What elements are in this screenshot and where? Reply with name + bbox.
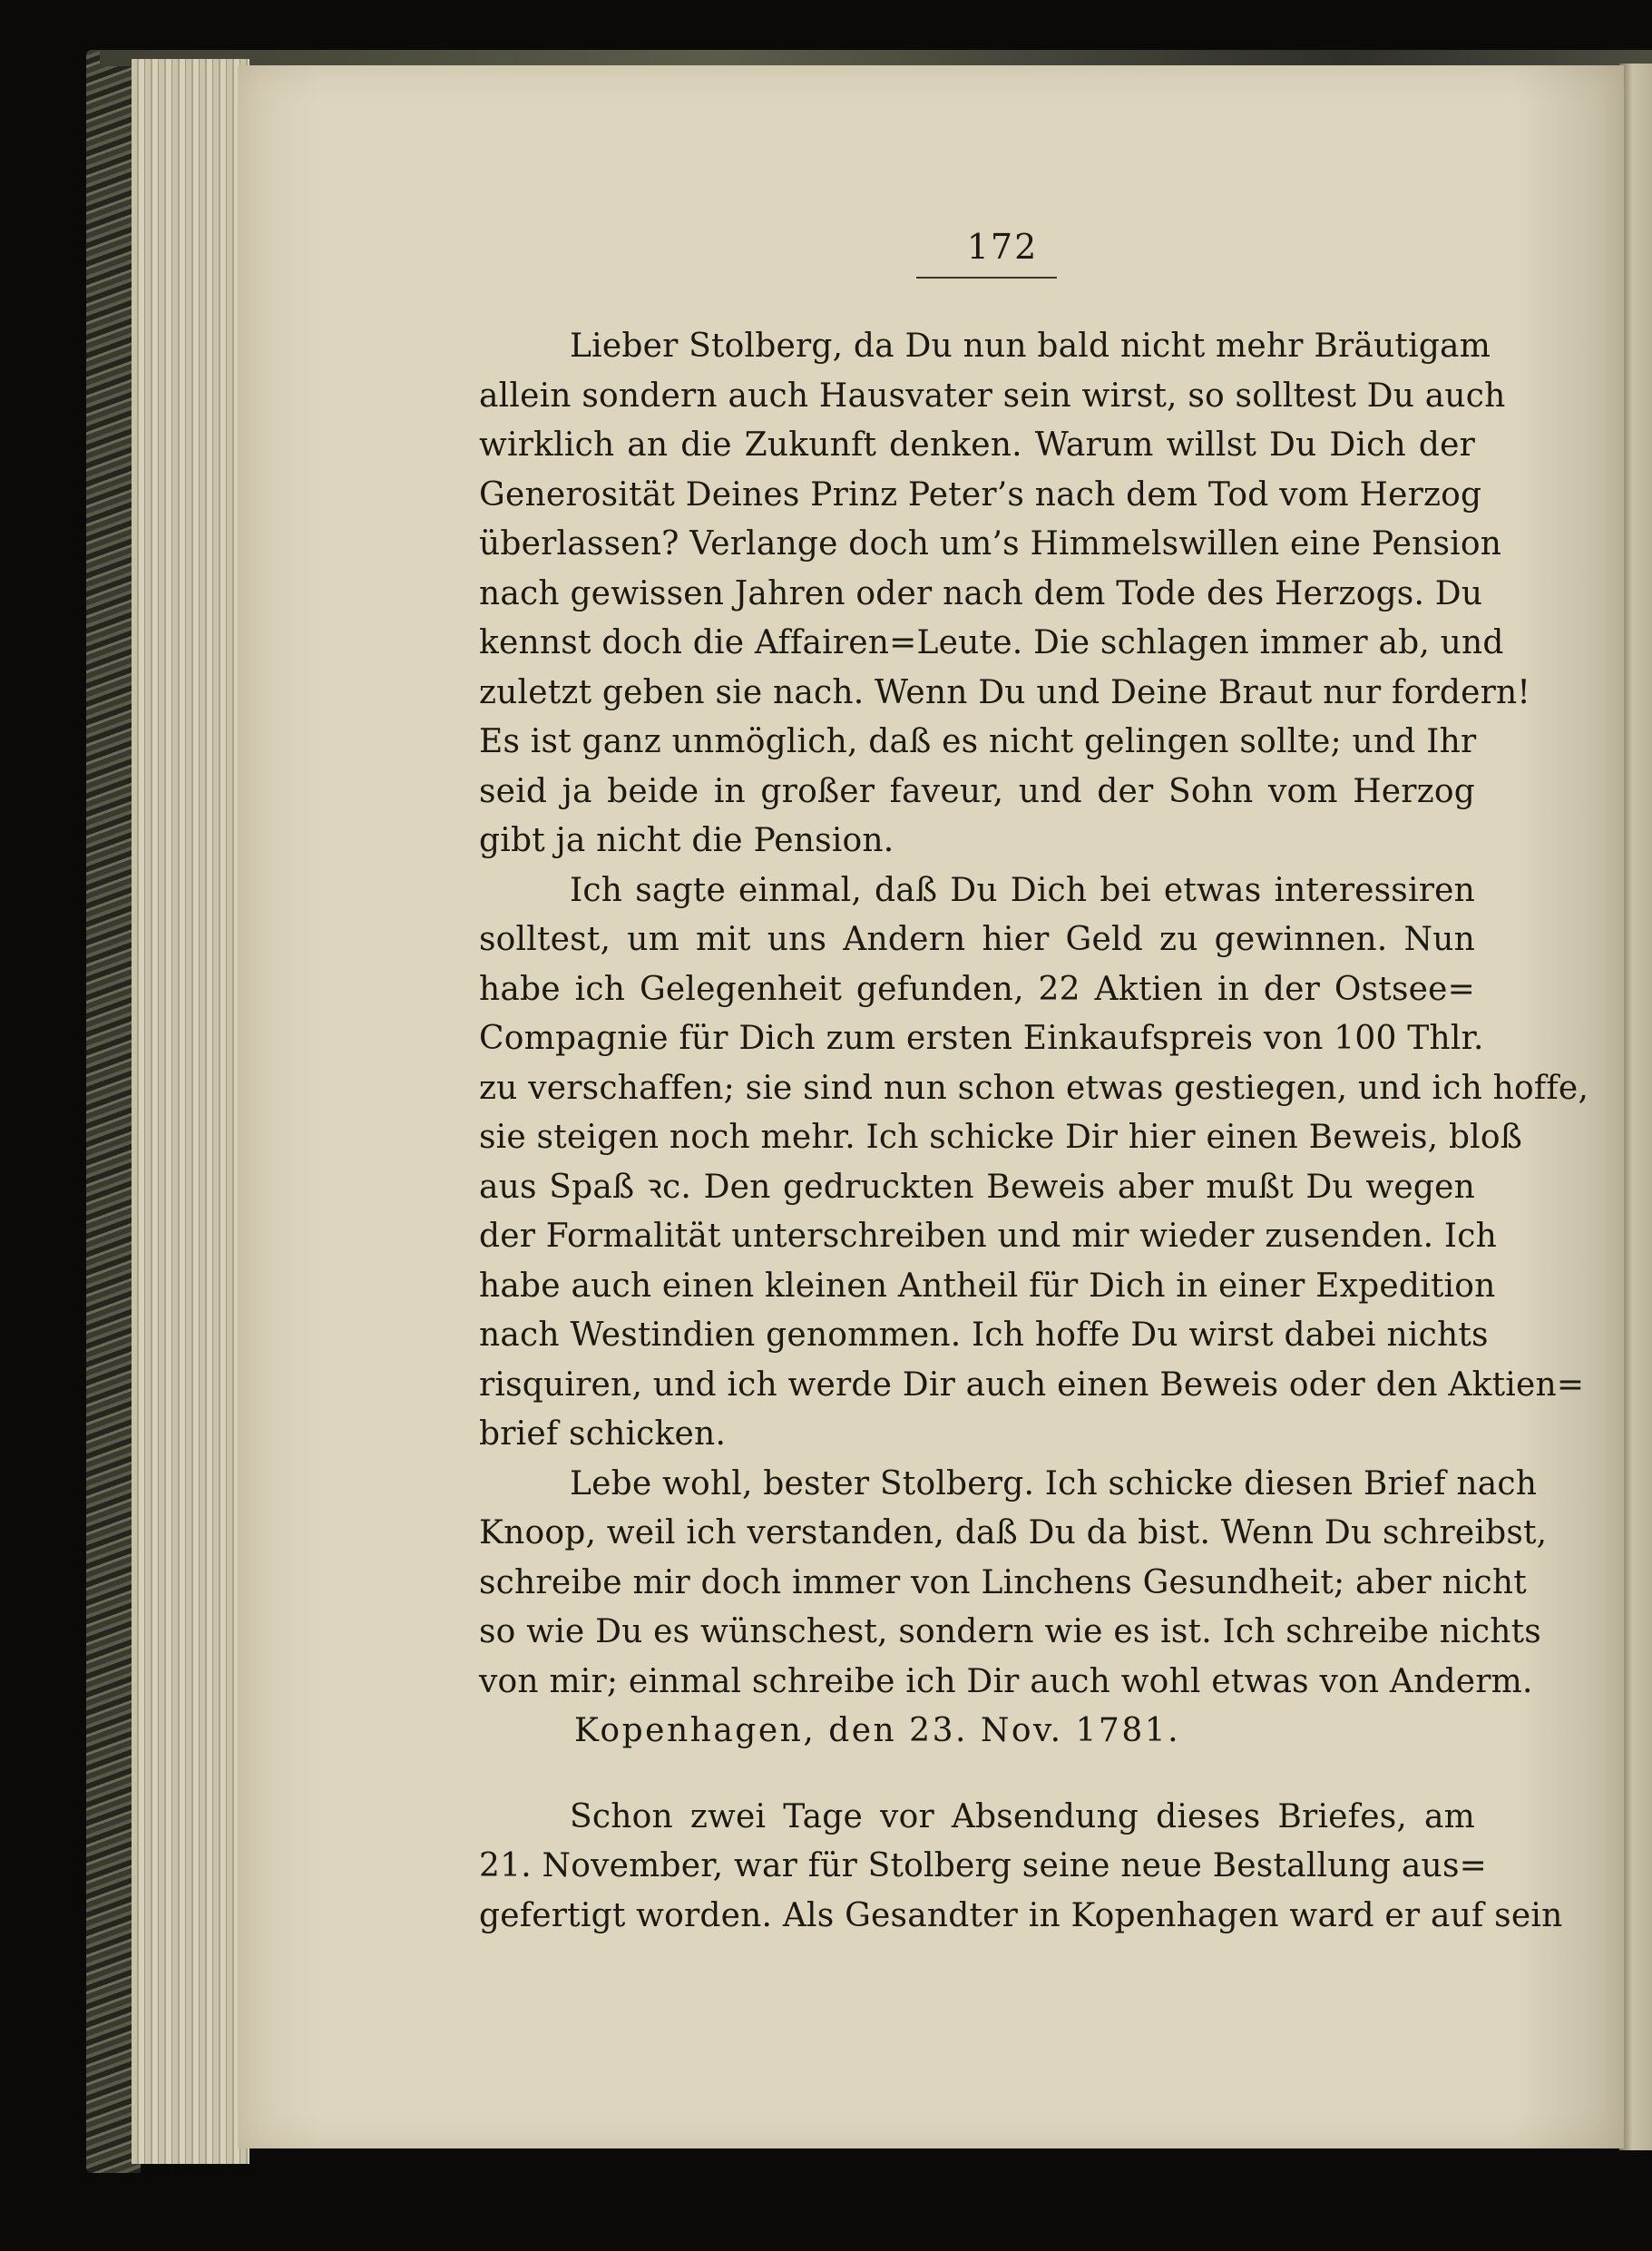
text-line: wirklich an die Zukunft denken. Warum willst Du Dich der xyxy=(479,426,1475,464)
text-line: gibt ja nicht die Pension. xyxy=(479,822,894,859)
text-line: seid ja beide in großer faveur, und der Sohn vom Herzog xyxy=(479,772,1475,810)
text-line: der Formalität unterschreiben und mir wieder zusenden. Ich xyxy=(479,1218,1498,1255)
text-line: zuletzt geben sie nach. Wenn Du und Deine Braut nur fordern! xyxy=(479,673,1531,711)
text-line: nach gewissen Jahren oder nach dem Tode des Herzogs. Du xyxy=(479,574,1483,612)
text-line: risquiren, und ich werde Dir auch einen Beweis oder den Aktien= xyxy=(479,1365,1585,1404)
text-line: brief schicken. xyxy=(479,1415,727,1453)
text-line: Lieber Stolberg, da Du nun bald nicht mehr Bräutigam xyxy=(570,328,1491,365)
text-line: habe auch einen kleinen Antheil für Dich in einer Expedition xyxy=(479,1267,1496,1305)
text-line: Lebe wohl, bester Stolberg. Ich schicke diesen Brief nach xyxy=(570,1464,1538,1502)
text-line: Ich sagte einmal, daß Du Dich bei etwas interessiren xyxy=(570,871,1475,909)
text-line: sie steigen noch mehr. Ich schicke Dir hier einen Beweis, bloß xyxy=(479,1119,1523,1156)
text-line: allein sondern auch Hausvater sein wirst, so solltest Du auch xyxy=(479,377,1506,415)
cover-top-edge xyxy=(100,50,1652,66)
text-line: Knoop, weil ich verstanden, daß Du da bist. Wenn Du schreibst, xyxy=(479,1514,1548,1551)
page-number: 172 xyxy=(966,227,1039,267)
text-line: Compagnie für Dich zum ersten Einkaufspreis von 100 Thlr. xyxy=(479,1020,1484,1057)
text-line: kennst doch die Affairen=Leute. Die schlagen immer ab, und xyxy=(479,624,1504,661)
text-line: schreibe mir doch immer von Linchens Gesundheit; aber nicht xyxy=(479,1563,1527,1601)
text-line: überlassen? Verlange doch um’s Himmelswillen eine Pension xyxy=(479,525,1502,563)
text-line: habe ich Gelegenheit gefunden, 22 Aktien in der Ostsee= xyxy=(479,970,1475,1008)
text-line: von mir; einmal schreibe ich Dir auch wohl etwas von Anderm. xyxy=(479,1662,1533,1700)
page-stack-edges xyxy=(132,59,249,2164)
letter-closing: Kopenhagen, den 23. Nov. 1781. xyxy=(574,1712,1181,1749)
text-line: 21. November, war für Stolberg seine neue Bestallung aus= xyxy=(479,1847,1487,1884)
page-number-rule xyxy=(916,277,1057,279)
text-line: so wie Du es wünschest, sondern wie es ist. Ich schreibe nichts xyxy=(479,1613,1541,1650)
page-text xyxy=(479,322,1589,1941)
text-line: nach Westindien genommen. Ich hoffe Du wirst dabei nichts xyxy=(479,1316,1489,1354)
text-line: solltest, um mit uns Andern hier Geld zu gewinnen. Nun xyxy=(479,921,1475,958)
facing-page-edge xyxy=(1619,64,1652,2150)
text-line: Generosität Deines Prinz Peter’s nach dem Tod vom Herzog xyxy=(479,475,1482,514)
section-gap xyxy=(479,1757,1475,1793)
text-line: aus Spaß ꝛc. Den gedruckten Beweis aber mußt Du wegen xyxy=(479,1168,1475,1206)
text-line: Es ist ganz unmöglich, daß es nicht gelingen sollte; und Ihr xyxy=(479,723,1477,760)
text-line: gefertigt worden. Als Gesandter in Kopenhagen ward er auf sein xyxy=(479,1896,1563,1934)
text-line: Schon zwei Tage vor Absendung dieses Briefes, am xyxy=(570,1797,1475,1835)
text-line: zu verschaffen; sie sind nun schon etwas gestiegen, und ich hoffe, xyxy=(479,1069,1589,1107)
